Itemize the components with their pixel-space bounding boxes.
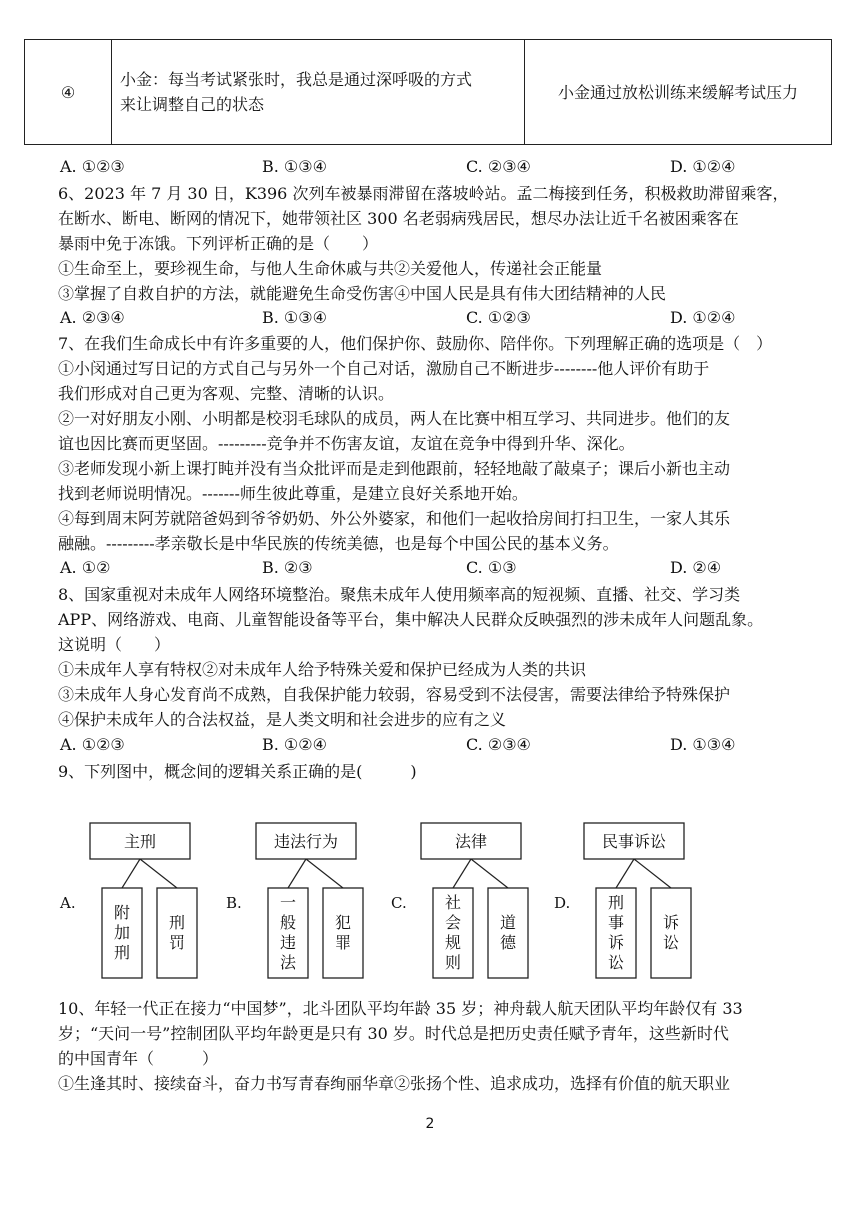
question-line: 我们形成对自己更为客观、完整、清晰的认识。: [58, 384, 395, 403]
question-line: 的中国青年（ ）: [58, 1049, 219, 1068]
statement-line: 小金：每当考试紧张时，我总是通过深呼吸的方式: [120, 70, 473, 89]
connector-line: [288, 859, 306, 888]
question-line: ①未成年人享有特权②对未成年人给予特殊关爱和保护已经成为人类的共识: [58, 660, 587, 679]
parent-concept-label: 主刑: [123, 832, 157, 851]
option-b: B. ①③④: [262, 308, 327, 327]
question-line: 岁；“天问一号”控制团队平均年龄更是只有 30 岁。时代总是把历史责任赋予青年，这些新时代: [58, 1024, 729, 1043]
question-line: ②一对好朋友小刚、小明都是校羽毛球队的成员，两人在比赛中相互学习、共同进步。他们的友: [58, 409, 731, 428]
q8-options: [58, 733, 808, 757]
answer-table: [24, 39, 832, 145]
option-a: A. ①②③: [60, 735, 125, 754]
table-row: [25, 40, 832, 145]
child-concept-label: 犯罪: [334, 913, 352, 952]
option-a: A. ①②: [60, 558, 111, 577]
connector-line: [122, 859, 140, 888]
question-line: ③未成年人身心发育尚不成熟，自我保护能力较弱，容易受到不法侵害，需要法律给予特殊保护: [58, 685, 731, 704]
diagram-option-label: B.: [226, 894, 242, 912]
connector-line: [140, 859, 177, 888]
option-a: A. ①②③: [60, 157, 125, 176]
option-b: B. ①③④: [262, 157, 327, 176]
q5-options: [58, 155, 808, 179]
question-line: 暴雨中免于冻饿。下列评析正确的是（ ）: [58, 234, 379, 253]
connector-line: [634, 859, 671, 888]
question-line: ①生命至上，要珍视生命，与他人生命休戚与共②关爱他人，传递社会正能量: [58, 259, 603, 278]
question-line: 6、2023 年 7 月 30 日，K396 次列车被暴雨滞留在落坡岭站。孟二梅接到任务，积极救助滞留乘客，: [58, 184, 789, 203]
option-c: C. ②③④: [466, 735, 531, 754]
question-line: 找到老师说明情况。-------师生彼此尊重，是建立良好关系地开始。: [58, 484, 528, 503]
parent-concept-label: 法律: [454, 832, 488, 851]
q7-options: [58, 556, 808, 580]
option-d: D. ①③④: [670, 735, 736, 754]
question-line: 10、年轻一代正在接力“中国梦”，北斗团队平均年龄 35 岁；神舟载人航天团队平均年龄仅有 33: [58, 999, 743, 1018]
question-line: ④保护未成年人的合法权益，是人类文明和社会进步的应有之义: [58, 710, 507, 729]
question-line: ③掌握了自救自护的方法，就能避免生命受伤害④中国人民是具有伟大团结精神的人民: [58, 284, 667, 303]
option-d: D. ②④: [670, 558, 722, 577]
diagram-option-label: A.: [60, 894, 76, 912]
question-line: 8、国家重视对未成年人网络环境整治。聚焦未成年人使用频率高的短视频、直播、社交、学习类: [58, 585, 741, 604]
parent-concept-label: 民事诉讼: [601, 832, 667, 851]
child-concept-label: 附加刑: [113, 903, 131, 962]
child-concept-label: 刑罚: [168, 913, 186, 952]
concept-diagrams: [54, 820, 774, 990]
child-concept-label: 诉讼: [662, 913, 680, 952]
page-number: 2: [425, 1116, 435, 1132]
connector-line: [471, 859, 508, 888]
row-statement: [112, 40, 525, 145]
question-line: 这说明（ ）: [58, 635, 171, 654]
option-c: C. ②③④: [466, 157, 531, 176]
row-number: ④: [25, 40, 112, 145]
option-d: D. ①②④: [670, 308, 736, 327]
question-line: APP、网络游戏、电商、儿童智能设备等平台，集中解决人民群众反映强烈的涉未成年人问题乱象。: [58, 610, 764, 629]
option-c: C. ①②③: [466, 308, 531, 327]
connector-line: [306, 859, 343, 888]
diagram-option-label: C.: [391, 894, 407, 912]
child-concept-label: 一般违法: [279, 893, 297, 972]
question-line: ①生逢其时、接续奋斗，奋力书写青春绚丽华章②张扬个性、追求成功，选择有价值的航天职业: [58, 1074, 731, 1093]
option-b: B. ②③: [262, 558, 313, 577]
row-analysis: 小金通过放松训练来缓解考试压力: [525, 40, 832, 145]
question-line: ①小闵通过写日记的方式自己与另外一个自己对话，激励自己不断进步--------他人评价有助于: [58, 359, 710, 378]
question-9-stem: 9、下列图中，概念间的逻辑关系正确的是( ): [58, 762, 417, 781]
statement-line: 来让调整自己的状态: [120, 95, 265, 114]
question-line: 融融。---------孝亲敬长是中华民族的传统美德，也是每个中国公民的基本义务。: [58, 534, 619, 553]
option-b: B. ①②④: [262, 735, 327, 754]
connector-line: [616, 859, 634, 888]
child-concept-label: 道德: [499, 913, 517, 952]
question-line: 在断水、断电、断网的情况下，她带领社区 300 名老弱病残居民，想尽办法让近千名被困乘客在: [58, 209, 739, 228]
question-line: 谊也因比赛而更坚固。---------竞争并不伤害友谊，友谊在竞争中得到升华、深化。: [58, 434, 635, 453]
parent-concept-label: 违法行为: [273, 832, 339, 851]
question-line: ③老师发现小新上课打盹并没有当众批评而是走到他跟前，轻轻地敲了敲桌子；课后小新也主动: [58, 459, 731, 478]
child-concept-label: 社会规则: [444, 893, 462, 972]
diagram-option-label: D.: [554, 894, 571, 912]
question-line: 7、在我们生命成长中有许多重要的人，他们保护你、鼓励你、陪伴你。下列理解正确的选项是（ ）: [58, 334, 773, 353]
option-a: A. ②③④: [60, 308, 125, 327]
option-c: C. ①③: [466, 558, 517, 577]
question-line: ④每到周末阿芳就陪爸妈到爷爷奶奶、外公外婆家，和他们一起收拾房间打扫卫生，一家人其乐: [58, 509, 731, 528]
connector-line: [453, 859, 471, 888]
q6-options: [58, 306, 808, 330]
child-concept-label: 刑事诉讼: [607, 893, 625, 972]
option-d: D. ①②④: [670, 157, 736, 176]
